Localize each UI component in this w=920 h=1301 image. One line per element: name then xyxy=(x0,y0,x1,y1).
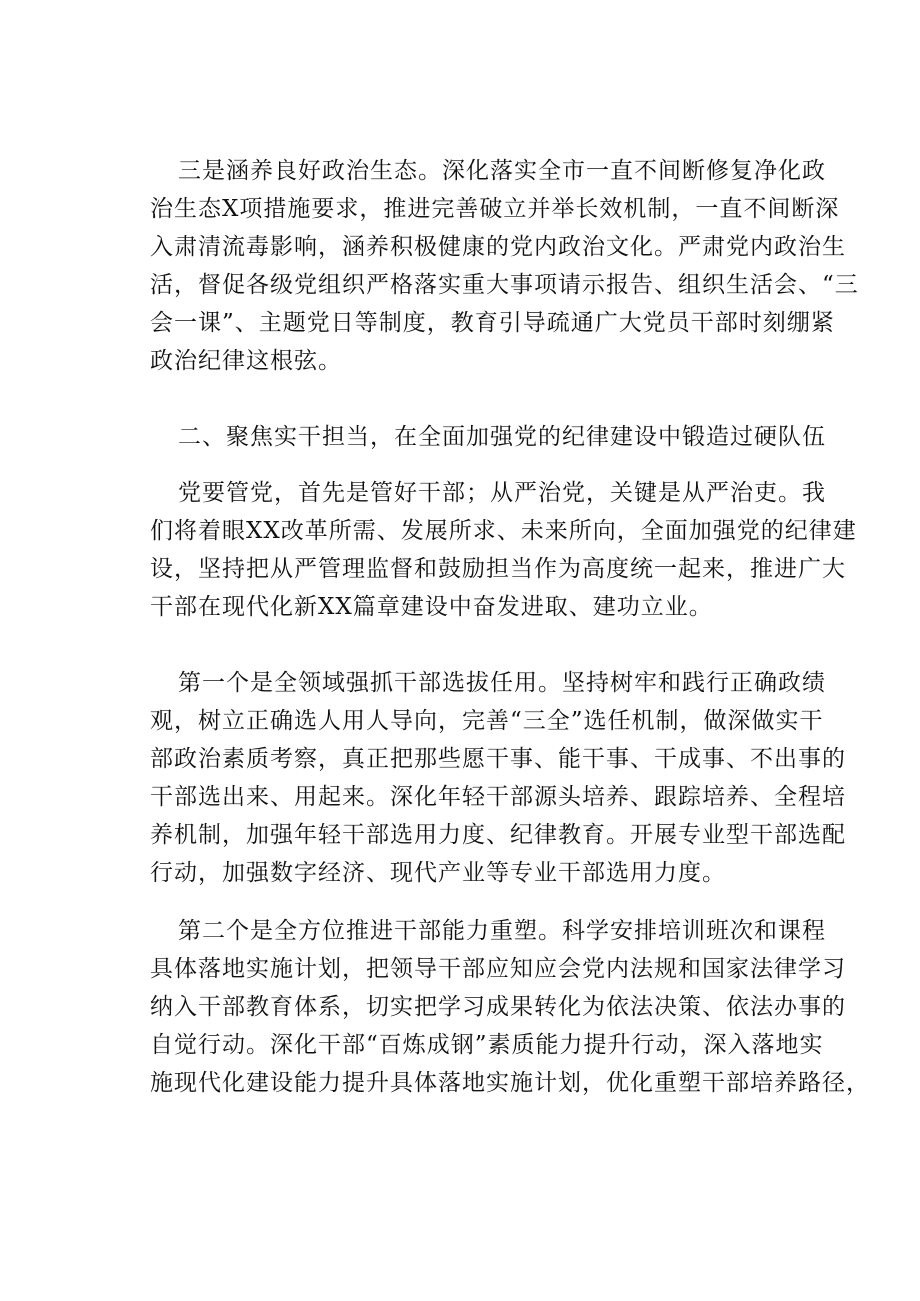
text-line: 三是涵养良好政治生态。深化落实全市一直不间断修复净化政 xyxy=(178,158,826,184)
paragraph-second-capability xyxy=(150,912,870,1102)
paragraph-first-selection xyxy=(150,664,846,892)
text-line: 观，树立正确选人用人导向，完善“三全”选任机制，做深做实干 xyxy=(150,708,824,734)
text-line: 第一个是全领域强抓干部选拔任用。坚持树牢和践行正确政绩 xyxy=(178,670,826,696)
text-line: 施现代化建设能力提升具体落地实施计划，优化重塑干部培养路径， xyxy=(150,1070,870,1096)
text-line: 干部在现代化新XX篇章建设中奋发进取、建功立业。 xyxy=(150,594,713,620)
text-line: 纳入干部教育体系，切实把学习成果转化为依法决策、依法办事的 xyxy=(150,994,846,1020)
text-line: 们将着眼XX改革所需、发展所求、未来所向，全面加强党的纪律建 xyxy=(150,518,857,544)
heading-line: 二、聚焦实干担当，在全面加强党的纪律建设中锻造过硬队伍 xyxy=(178,424,826,450)
text-line: 第二个是全方位推进干部能力重塑。科学安排培训班次和课程 xyxy=(178,918,826,944)
text-line: 活，督促各级党组织严格落实重大事项请示报告、组织生活会、“三 xyxy=(150,272,859,298)
text-line: 具体落地实施计划，把领导干部应知应会党内法规和国家法律学习 xyxy=(150,956,846,982)
text-line: 设，坚持把从严管理监督和鼓励担当作为高度统一起来，推进广大 xyxy=(150,556,846,582)
text-line: 会一课”、主题党日等制度，教育引导疏通广大党员干部时刻绷紧 xyxy=(150,310,835,336)
text-line: 行动，加强数字经济、现代产业等专业干部选用力度。 xyxy=(150,860,726,886)
text-line: 入肃清流毒影响，涵养积极健康的党内政治文化。严肃党内政治生 xyxy=(150,234,846,260)
section-heading-two xyxy=(150,418,826,456)
text-line: 干部选出来、用起来。深化年轻干部源头培养、跟踪培养、全程培 xyxy=(150,784,846,810)
text-line: 政治纪律这根弦。 xyxy=(150,348,342,374)
text-line: 养机制，加强年轻干部选用力度、纪律教育。开展专业型干部选配 xyxy=(150,822,846,848)
text-line: 治生态X项措施要求，推进完善破立并举长效机制，一直不间断深 xyxy=(150,196,840,222)
paragraph-political-ecology xyxy=(150,152,859,380)
text-line: 部政治素质考察，真正把那些愿干事、能干事、干成事、不出事的 xyxy=(150,746,846,772)
text-line: 党要管党，首先是管好干部；从严治党，关键是从严治吏。我 xyxy=(178,480,826,506)
paragraph-manage-cadres xyxy=(150,474,857,626)
text-line: 自觉行动。深化干部“百炼成钢”素质能力提升行动，深入落地实 xyxy=(150,1032,824,1058)
